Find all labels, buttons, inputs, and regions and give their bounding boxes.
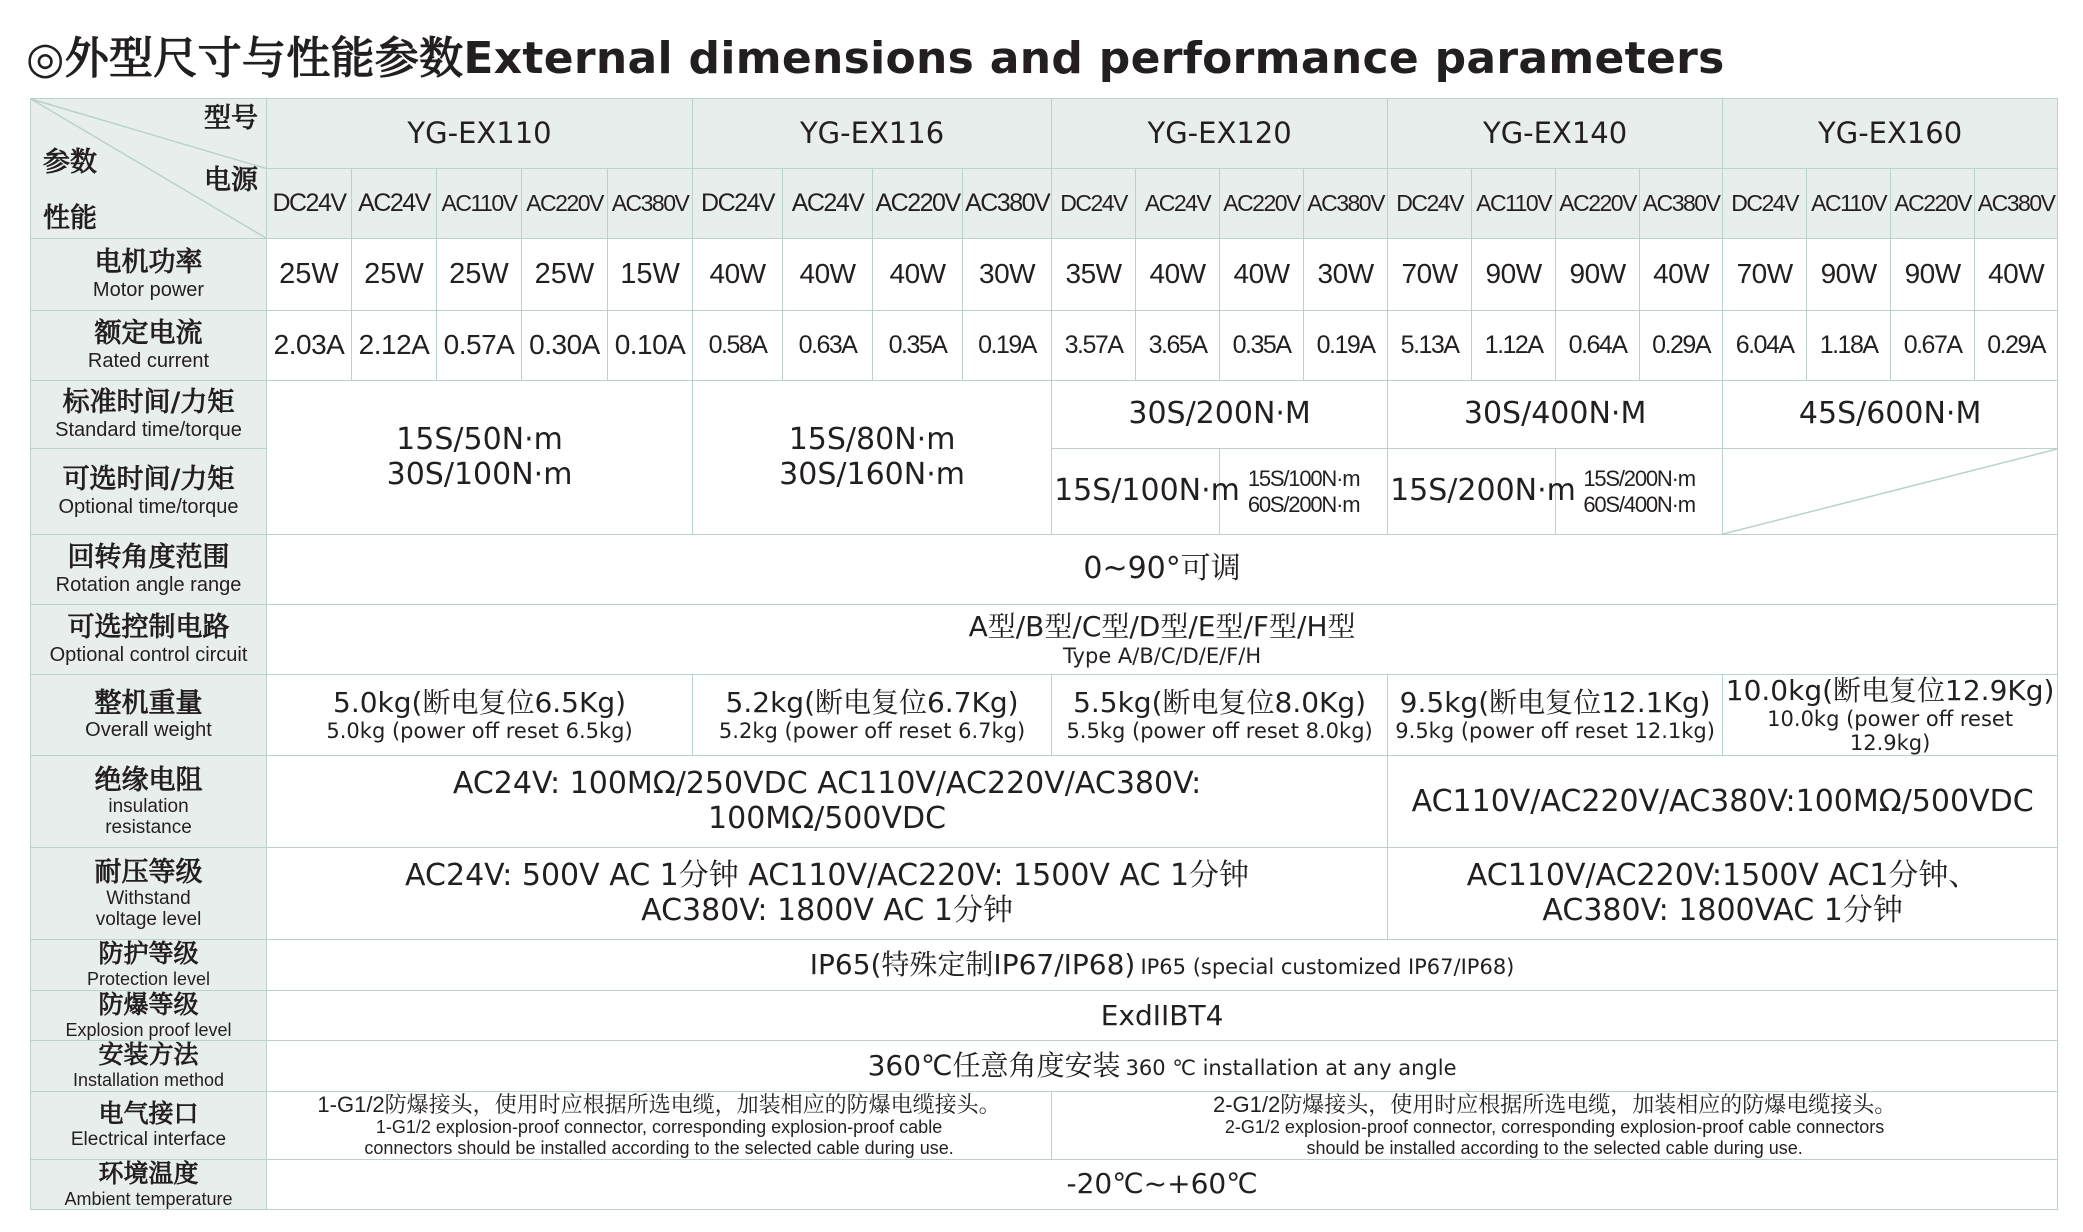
label-cn: 安装方法 (98, 1040, 199, 1070)
row-label-installation (31, 1041, 267, 1091)
label-en: Rated current (87, 349, 210, 372)
row-label-withstand (31, 848, 267, 940)
power-cell: AC220V (1891, 169, 1975, 239)
power-cell: AC380V (963, 169, 1052, 239)
rated-current-cell: 0.35A (1220, 311, 1304, 381)
electrical-en: should be installed according to the selected cable during use. (1306, 1137, 1803, 1158)
control-value (267, 605, 2058, 675)
label-cn: 电机功率 (94, 247, 203, 279)
insulation-right: AC110V/AC220V/AC380V:100MΩ/500VDC (1388, 756, 2058, 848)
motor-power-cell: 40W (783, 239, 873, 311)
power-cell: AC24V (783, 169, 873, 239)
rated-current-cell: 1.18A (1807, 311, 1891, 381)
motor-power-cell: 40W (873, 239, 963, 311)
electrical-en: 1-G1/2 explosion-proof connector, corresponding explosion-proof cable (375, 1117, 943, 1138)
rotation-row (31, 535, 2058, 605)
label-cn: 额定电流 (94, 318, 203, 350)
power-header-row (31, 169, 2058, 239)
weight-row (31, 675, 2058, 756)
weight-ex160 (1723, 675, 2058, 756)
torque-line: 15S/80N·m (788, 422, 956, 457)
row-label-ambient (31, 1159, 267, 1209)
withstand-line: AC110V/AC220V:1500V AC1分钟、 (1466, 858, 1979, 894)
installation-cn: 360℃任意角度安装 (867, 1048, 1121, 1082)
row-label-optional-time (31, 449, 267, 535)
weight-ex140 (1388, 675, 1723, 756)
motor-power-cell: 25W (522, 239, 608, 311)
insulation-row (31, 756, 2058, 848)
power-cell: DC24V (1388, 169, 1472, 239)
optional-torque-ex140-b (1556, 449, 1723, 535)
optional-torque-ex140-a: 15S/200N·m (1388, 449, 1556, 535)
label-en: Optional time/torque (58, 495, 239, 518)
motor-power-cell: 40W (1220, 239, 1304, 311)
rated-current-cell: 0.64A (1556, 311, 1640, 381)
model-header-row (31, 99, 2058, 169)
power-cell: AC220V (522, 169, 608, 239)
model-yg-ex160: YG-EX160 (1723, 99, 2058, 169)
installation-en: 360 ℃ installation at any angle (1125, 1055, 1457, 1080)
standard-torque-ex120: 30S/200N·M (1052, 381, 1388, 449)
power-cell: AC220V (873, 169, 963, 239)
withstand-left (267, 848, 1388, 940)
label-cn: 可选时间/力矩 (62, 464, 235, 496)
corner-perf-label: 性能 (43, 203, 97, 234)
motor-power-cell: 40W (1975, 239, 2058, 311)
row-label-motor-power (31, 239, 267, 311)
rated-current-cell: 5.13A (1388, 311, 1472, 381)
protection-en: IP65 (special customized IP67/IP68) (1140, 955, 1515, 980)
control-value-cn: A型/B型/C型/D型/E型/F型/H型 (968, 610, 1356, 644)
motor-power-cell: 40W (1640, 239, 1723, 311)
model-yg-ex110: YG-EX110 (267, 99, 693, 169)
label-en: Optional control circuit (49, 643, 248, 666)
power-cell: AC24V (352, 169, 437, 239)
electrical-cn: 1-G1/2防爆接头，使用时应根据所选电缆，加装相应的防爆电缆接头。 (317, 1091, 1001, 1117)
torque-ex116-cell (693, 381, 1052, 535)
explosion-row (31, 990, 2058, 1040)
label-en: Overall weight (85, 719, 212, 742)
weight-ex120 (1052, 675, 1388, 756)
torque-line: 30S/160N·m (779, 456, 965, 492)
power-cell: DC24V (267, 169, 352, 239)
label-en: Rotation angle range (55, 573, 242, 596)
rotation-value: 0~90°可调 (267, 535, 2058, 605)
page-title: ◎外型尺寸与性能参数External dimensions and performance parameters (26, 33, 1725, 84)
electrical-en: connectors should be installed according to the selected cable during use. (364, 1137, 954, 1158)
weight-en: 5.2kg (power off reset 6.7kg) (718, 719, 1026, 744)
motor-power-cell: 30W (963, 239, 1052, 311)
torque-line: 60S/200N·m (1247, 491, 1360, 517)
row-label-explosion (31, 990, 267, 1040)
rated-current-cell: 0.19A (963, 311, 1052, 381)
withstand-line: AC380V: 1800VAC 1分钟 (1542, 892, 1903, 928)
withstand-right (1388, 848, 2058, 940)
insulation-line: AC24V: 100MΩ/250VDC AC110V/AC220V/AC380V: (452, 766, 1202, 802)
label-cn: 防护等级 (98, 939, 199, 969)
label-cn: 标准时间/力矩 (62, 387, 235, 419)
rated-current-cell: 0.10A (608, 311, 693, 381)
power-cell: AC110V (1807, 169, 1891, 239)
weight-en: 10.0kg (power off reset 12.9kg) (1767, 707, 2014, 756)
row-label-electrical (31, 1091, 267, 1159)
explosion-value: ExdIIBT4 (267, 990, 2058, 1040)
rated-current-cell: 0.67A (1891, 311, 1975, 381)
model-yg-ex140: YG-EX140 (1388, 99, 1723, 169)
label-cn: 电气接口 (98, 1098, 199, 1128)
diagonal-line (1723, 449, 2057, 534)
spec-table (30, 98, 2058, 1210)
rated-current-cell: 0.35A (873, 311, 963, 381)
rated-current-row (31, 311, 2058, 381)
protection-cn: IP65(特殊定制IP67/IP68) (809, 948, 1136, 982)
motor-power-cell: 70W (1388, 239, 1472, 311)
installation-value (267, 1041, 2058, 1091)
weight-en: 9.5kg (power off reset 12.1kg) (1395, 719, 1715, 744)
motor-power-cell: 25W (352, 239, 437, 311)
label-en: Motor power (92, 278, 205, 301)
rated-current-cell: 1.12A (1472, 311, 1556, 381)
standard-torque-ex140: 30S/400N·M (1388, 381, 1723, 449)
motor-power-cell: 90W (1807, 239, 1891, 311)
motor-power-cell: 90W (1556, 239, 1640, 311)
rated-current-cell: 0.63A (783, 311, 873, 381)
withstand-row (31, 848, 2058, 940)
label-en: Installation method (72, 1070, 225, 1091)
rated-current-cell: 0.29A (1975, 311, 2058, 381)
electrical-en: 2-G1/2 explosion-proof connector, corresponding explosion-proof cable connectors (1224, 1117, 1885, 1138)
installation-row (31, 1041, 2058, 1091)
rated-current-cell: 0.29A (1640, 311, 1723, 381)
electrical-right (1052, 1091, 2058, 1159)
rated-current-cell: 0.57A (437, 311, 522, 381)
row-label-weight (31, 675, 267, 756)
torque-ex110-cell (267, 381, 693, 535)
withstand-line: AC24V: 500V AC 1分钟 AC110V/AC220V: 1500V AC 1分钟 (405, 858, 1250, 894)
standard-torque-ex160: 45S/600N·M (1723, 381, 2058, 449)
weight-cn: 10.0kg(断电复位12.9Kg) (1725, 674, 2055, 707)
label-en: Ambient temperature (64, 1188, 233, 1209)
motor-power-cell: 70W (1723, 239, 1807, 311)
weight-cn: 5.0kg(断电复位6.5Kg) (333, 686, 627, 720)
row-label-control (31, 605, 267, 675)
corner-param-label: 参数 (43, 147, 97, 178)
label-cn: 整机重量 (94, 688, 203, 720)
power-cell: AC110V (1472, 169, 1556, 239)
label-en: Standard time/torque (55, 418, 242, 441)
motor-power-cell: 30W (1304, 239, 1388, 311)
label-cn: 耐压等级 (94, 856, 203, 888)
motor-power-cell: 25W (267, 239, 352, 311)
corner-model-label: 型号 (204, 103, 258, 134)
label-cn: 防爆等级 (98, 989, 199, 1019)
power-cell: DC24V (1052, 169, 1136, 239)
row-label-insulation (31, 756, 267, 848)
model-yg-ex120: YG-EX120 (1052, 99, 1388, 169)
torque-line: 15S/200N·m (1583, 466, 1695, 492)
torque-line: 60S/400N·m (1583, 491, 1695, 517)
protection-value (267, 940, 2058, 990)
torque-line: 15S/100N·m (1247, 466, 1360, 492)
optional-torque-ex160-empty (1723, 449, 2058, 535)
rated-current-cell: 3.65A (1136, 311, 1220, 381)
rated-current-cell: 0.30A (522, 311, 608, 381)
motor-power-cell: 15W (608, 239, 693, 311)
motor-power-cell: 90W (1472, 239, 1556, 311)
power-cell: AC380V (1304, 169, 1388, 239)
label-cn: 绝缘电阻 (94, 764, 203, 796)
control-row (31, 605, 2058, 675)
label-en: Protection level (86, 969, 211, 990)
optional-torque-ex120-b (1220, 449, 1388, 535)
motor-power-cell: 40W (1136, 239, 1220, 311)
power-cell: DC24V (1723, 169, 1807, 239)
weight-cn: 5.2kg(断电复位6.7Kg) (725, 686, 1019, 720)
label-en: voltage level (95, 909, 202, 931)
power-cell: AC110V (437, 169, 522, 239)
label-en: Withstand (106, 887, 191, 909)
label-cn: 可选控制电路 (67, 612, 230, 644)
weight-cn: 5.5kg(断电复位8.0Kg) (1073, 686, 1367, 720)
weight-en: 5.5kg (power off reset 8.0kg) (1066, 719, 1373, 744)
electrical-left (267, 1091, 1052, 1159)
rated-current-cell: 2.03A (267, 311, 352, 381)
power-cell: DC24V (693, 169, 783, 239)
row-label-standard-time (31, 381, 267, 449)
label-en: Explosion proof level (65, 1019, 232, 1040)
control-value-en: Type A/B/C/D/E/F/H (1063, 643, 1262, 668)
ambient-row (31, 1159, 2058, 1209)
withstand-line: AC380V: 1800V AC 1分钟 (641, 892, 1013, 928)
protection-row (31, 940, 2058, 990)
row-label-rated-current (31, 311, 267, 381)
label-cn: 回转角度范围 (67, 542, 230, 574)
rated-current-cell: 0.58A (693, 311, 783, 381)
torque-line: 15S/50N·m (396, 422, 563, 457)
weight-cn: 9.5kg(断电复位12.1Kg) (1399, 686, 1711, 720)
row-label-protection (31, 940, 267, 990)
motor-power-row (31, 239, 2058, 311)
rated-current-cell: 2.12A (352, 311, 437, 381)
label-en: resistance (105, 817, 192, 839)
rated-current-cell: 6.04A (1723, 311, 1807, 381)
weight-ex116 (693, 675, 1052, 756)
insulation-line: 100MΩ/500VDC (708, 800, 947, 836)
electrical-row (31, 1091, 2058, 1159)
label-cn: 环境温度 (98, 1158, 199, 1188)
insulation-left (267, 756, 1388, 848)
standard-time-row (31, 381, 2058, 449)
power-cell: AC220V (1556, 169, 1640, 239)
power-cell: AC380V (1640, 169, 1723, 239)
motor-power-cell: 35W (1052, 239, 1136, 311)
header-corner-cell (31, 99, 267, 239)
corner-power-label: 电源 (204, 165, 258, 196)
model-yg-ex116: YG-EX116 (693, 99, 1052, 169)
motor-power-cell: 40W (693, 239, 783, 311)
rated-current-cell: 0.19A (1304, 311, 1388, 381)
power-cell: AC24V (1136, 169, 1220, 239)
row-label-rotation (31, 535, 267, 605)
power-cell: AC220V (1220, 169, 1304, 239)
label-en: Electrical interface (70, 1128, 227, 1150)
label-en: insulation (108, 795, 189, 817)
rated-current-cell: 3.57A (1052, 311, 1136, 381)
torque-line: 30S/100N·m (386, 456, 573, 492)
optional-torque-ex120-a: 15S/100N·m (1052, 449, 1220, 535)
ambient-value: -20℃~+60℃ (267, 1159, 2058, 1209)
electrical-cn: 2-G1/2防爆接头，使用时应根据所选电缆，加装相应的防爆电缆接头。 (1212, 1091, 1897, 1117)
power-cell: AC380V (1975, 169, 2058, 239)
motor-power-cell: 25W (437, 239, 522, 311)
weight-en: 5.0kg (power off reset 6.5kg) (326, 719, 633, 744)
power-cell: AC380V (608, 169, 693, 239)
motor-power-cell: 90W (1891, 239, 1975, 311)
weight-ex110 (267, 675, 693, 756)
